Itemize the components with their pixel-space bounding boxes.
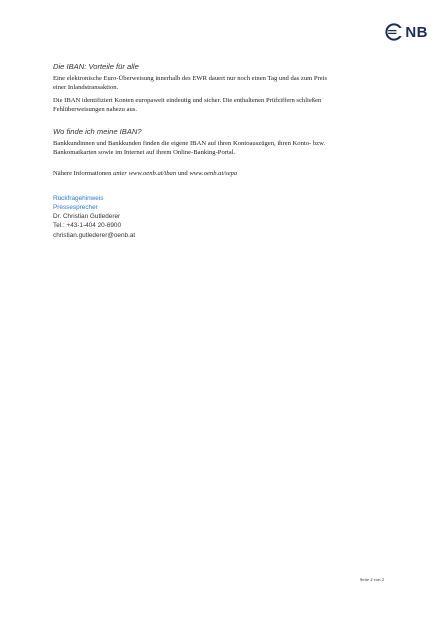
text-line: Bankkundinnen und Bankkunden finden die eigene IBAN auf ihren Kontoauszügen, ihren Konto- bzw. (53, 139, 326, 147)
euro-circle-icon (384, 22, 404, 42)
info-unter: unter (113, 170, 127, 178)
press-contact-block (53, 194, 393, 240)
logo-text: NB (405, 23, 428, 41)
contact-email[interactable]: christian.gutlederer@oenb.at (53, 231, 136, 239)
link-oenb-sepa[interactable]: www.oenb.at/sepa (189, 170, 238, 178)
contact-label-spokesperson: Pressesprecher (53, 204, 98, 212)
text-line: einer Inlandstransaktion. (53, 84, 119, 92)
contact-label-inquiry: Rückfragehinweis (53, 194, 104, 202)
paragraph-iban-identification (53, 96, 393, 115)
page-number: Seite 2 von 2 (359, 577, 384, 582)
text-line: Fehlüberweisungen nahezu aus. (53, 106, 138, 114)
paragraph-find-iban (53, 139, 393, 158)
section-heading-find-iban: Wo finde ich meine IBAN? (53, 126, 142, 136)
link-oenb-iban[interactable]: www.oenb.at/iban (128, 170, 177, 178)
contact-phone: Tel.: +43-1-404 20-6900 (53, 222, 122, 230)
info-prefix: Nähere Informationen (53, 170, 114, 178)
press-release-body (53, 62, 393, 240)
text-line: Bankomatkarten sowie im Internet auf ihrem Online-Banking-Portal. (53, 149, 236, 157)
paragraph-transfer-speed (53, 74, 393, 93)
section-heading-iban-advantages: Die IBAN: Vorteile für alle (53, 62, 139, 71)
text-line: Eine elektronische Euro-Überweisung innerhalb des EWR dauert nur noch einen Tag und das zum Preis (53, 75, 328, 82)
contact-name: Dr. Christian Gutlederer (53, 213, 121, 221)
more-info-line (53, 169, 393, 178)
info-und: und (177, 170, 188, 178)
text-line: Die IBAN identifiziert Konten europaweit eindeutig und sicher. Die enthaltenen Prüfziffern schließen (53, 96, 322, 104)
oenb-logo (384, 22, 428, 42)
